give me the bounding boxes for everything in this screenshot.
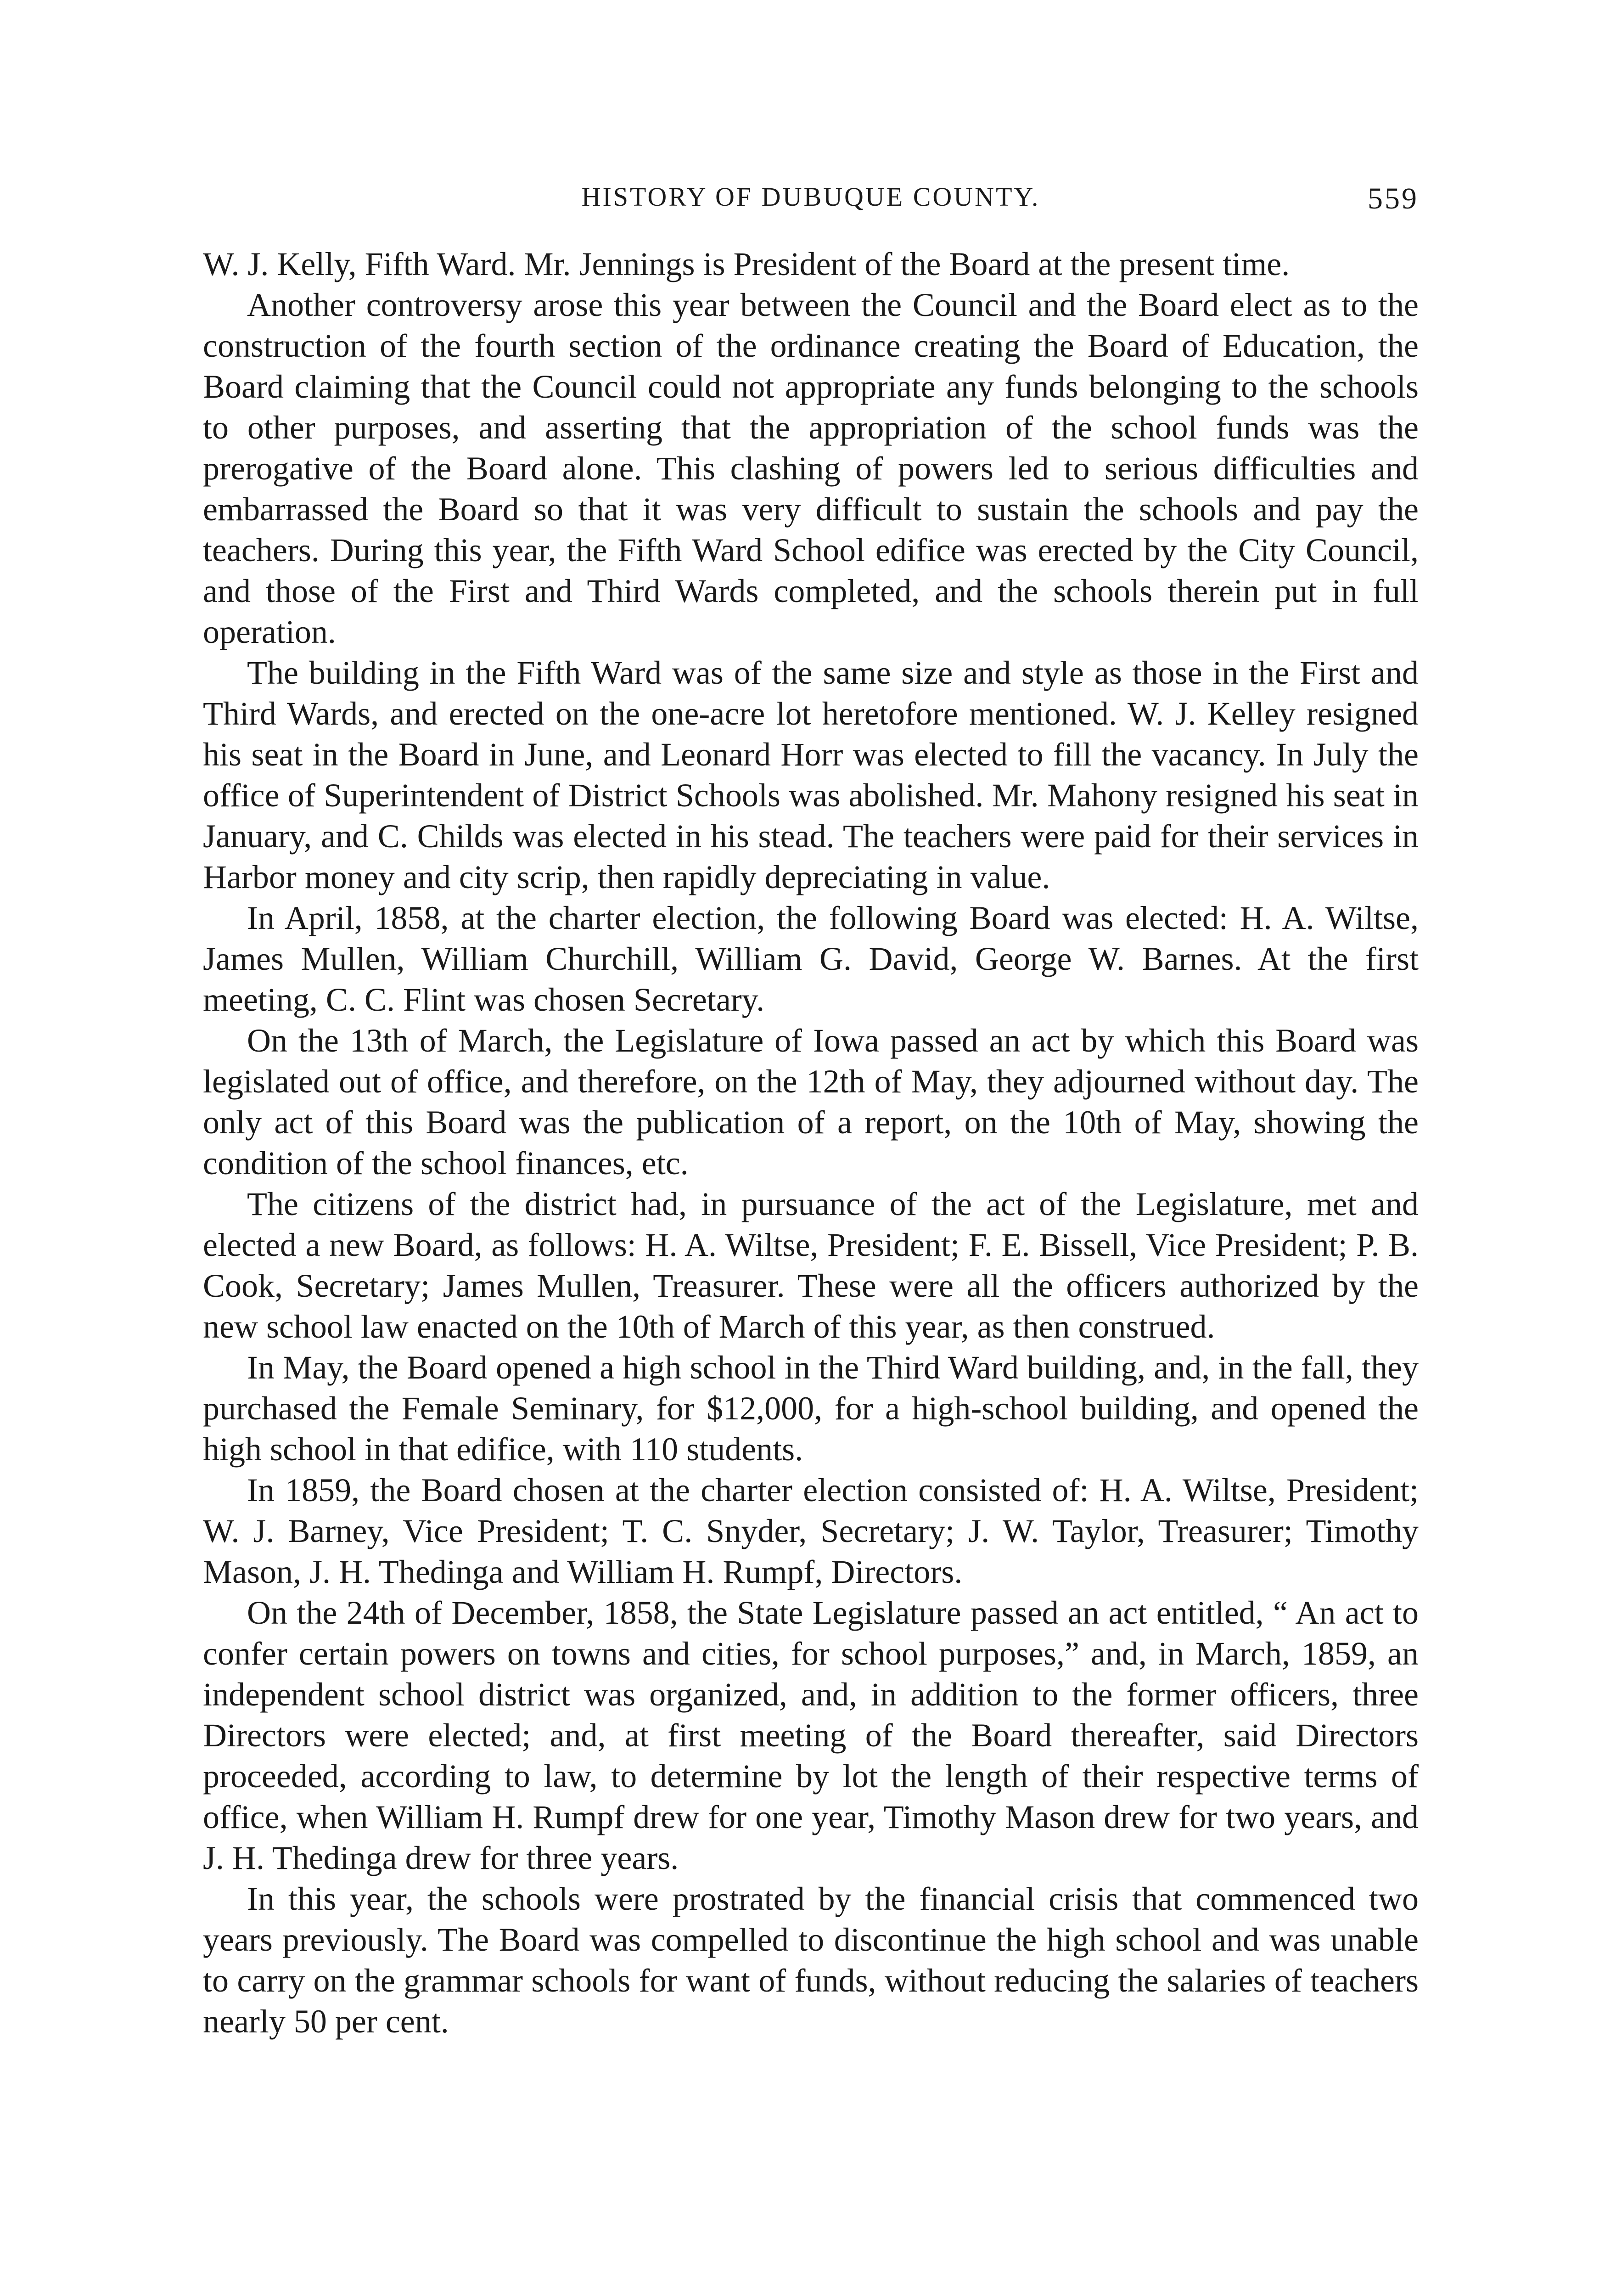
body-text [203,244,1419,2042]
paragraph: On the 24th of December, 1858, the State Legislature passed an act entitled, “ An act to confer certain powers on towns and cities, for school purposes,” and, in March, 1859, an independent school district was organized, and, in addition to the former officers, three Directors were elected; and, at first meeting of the Board thereafter, said Directors proceeded, according to law, to determine by lot the length of their respective terms of office, when William H. Rumpf drew for one year, Timothy Mason drew for two years, and J. H. Thedinga drew for three years. [203,1594,1419,1876]
paragraph-continuation: W. J. Kelly, Fifth Ward. Mr. Jennings is President of the Board at the present time. [203,246,1290,282]
running-head [203,181,1419,225]
paragraph: In April, 1858, at the charter election, the following Board was elected: H. A. Wiltse, James Mullen, William Churchill, William G. David, George W. Barnes. At the first meeting, C. C. Flint was chosen Secretary. [203,900,1419,1018]
paragraph: In this year, the schools were prostrated by the financial crisis that commenced two years previously. The Board was compelled to discontinue the high school and was unable to carry on the grammar schools for want of funds, without reducing the salaries of teachers nearly 50 per cent. [203,1880,1419,2040]
paragraph: On the 13th of March, the Legislature of Iowa passed an act by which this Board was legislated out of office, and therefore, on the 12th of May, they adjourned without day. The only act of this Board was the publication of a report, on the 10th of May, showing the condition of the school finances, etc. [203,1022,1419,1182]
page-number: 559 [1368,182,1419,215]
paragraph: The building in the Fifth Ward was of the same size and style as those in the First and Third Wards, and erected on the one-acre lot heretofore mentioned. W. J. Kelley resigned his seat in the Board in June, and Leonard Horr was elected to fill the vacancy. In July the office of Superintendent of District Schools was abolished. Mr. Mahony resigned his seat in January, and C. Childs was elected in his stead. The teachers were paid for their services in Harbor money and city scrip, then rapidly depreciating in value. [203,654,1419,895]
paragraph: In May, the Board opened a high school in the Third Ward building, and, in the fall, they purchased the Female Seminary, for $12,000, for a high-school building, and opened the high school in that edifice, with 110 students. [203,1349,1419,1468]
paragraph: Another controversy arose this year between the Council and the Board elect as to the construction of the fourth section of the ordinance creating the Board of Education, the Board claiming that the Council could not appropriate any funds belonging to the schools to other purposes, and asserting that the appropriation of the school funds was the prerogative of the Board alone. This clashing of powers led to serious difficulties and embarrassed the Board so that it was very difficult to sustain the schools and pay the teachers. During this year, the Fifth Ward School edifice was erected by the City Council, and those of the First and Third Wards completed, and the schools therein put in full operation. [203,287,1419,650]
paragraph: The citizens of the district had, in pursuance of the act of the Legislature, met and elected a new Board, as follows: H. A. Wiltse, President; F. E. Bissell, Vice President; P. B. Cook, Secretary; James Mullen, Treasurer. These were all the officers authorized by the new school law enacted on the 10th of March of this year, as then construed. [203,1186,1419,1345]
paragraph: In 1859, the Board chosen at the charter election consisted of: H. A. Wiltse, President; W. J. Barney, Vice President; T. C. Snyder, Secretary; J. W. Taylor, Treasurer; Timothy Mason, J. H. Thedinga and William H. Rumpf, Directors. [203,1472,1419,1590]
book-page [203,181,1419,2042]
running-title: HISTORY OF DUBUQUE COUNTY. [581,182,1040,212]
